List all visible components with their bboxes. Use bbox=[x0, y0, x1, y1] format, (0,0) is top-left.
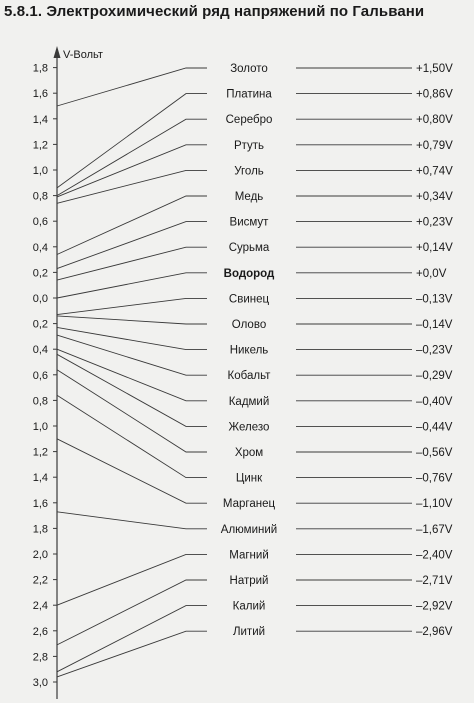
element-name: Олово bbox=[231, 319, 267, 331]
tick-label: 2,6 bbox=[32, 625, 48, 638]
tick-label: 0,8 bbox=[32, 395, 48, 408]
element-value: +1,50V bbox=[416, 63, 453, 75]
element-name: Кобальт bbox=[227, 370, 271, 383]
tick-label: 2,0 bbox=[32, 549, 48, 561]
tick-label: 3,0 bbox=[32, 677, 48, 689]
element-row bbox=[234, 140, 453, 152]
connector-line bbox=[57, 439, 207, 503]
element-name: Платина bbox=[226, 88, 272, 101]
connector-line bbox=[57, 354, 207, 426]
element-value: –0,56V bbox=[416, 447, 453, 459]
element-name: Калий bbox=[232, 600, 266, 613]
element-value: +0,34V bbox=[416, 191, 453, 203]
tick-label: 0,8 bbox=[32, 190, 48, 203]
element-value: +0,0V bbox=[416, 267, 447, 280]
element-name: Никель bbox=[229, 344, 269, 357]
connector-line bbox=[57, 327, 207, 349]
element-row bbox=[230, 575, 453, 587]
element-name: Натрий bbox=[229, 575, 269, 587]
connector-line bbox=[57, 335, 207, 375]
element-row bbox=[234, 165, 453, 177]
connector-line bbox=[57, 298, 207, 314]
element-row bbox=[228, 370, 453, 382]
element-row bbox=[229, 293, 453, 305]
element-name: Магний bbox=[229, 549, 269, 562]
element-name: Серебро bbox=[225, 114, 273, 127]
tick-label: 1,2 bbox=[32, 139, 48, 152]
connector-line bbox=[57, 631, 207, 677]
connector-line bbox=[57, 196, 207, 255]
element-name: Ртуть bbox=[233, 139, 265, 152]
element-name: Свинец bbox=[228, 293, 270, 306]
tick-label: 0,0 bbox=[32, 293, 48, 305]
element-value: –0,40V bbox=[416, 395, 453, 408]
element-row bbox=[230, 217, 454, 229]
element-name: Литий bbox=[232, 626, 266, 639]
element-row bbox=[226, 114, 453, 126]
tick-label: 1,8 bbox=[32, 523, 48, 536]
axis-arrow-icon bbox=[54, 46, 61, 58]
element-name: Марганец bbox=[222, 498, 276, 511]
element-row bbox=[224, 268, 447, 280]
element-rows bbox=[221, 63, 453, 638]
element-row bbox=[233, 601, 453, 613]
tick-label: 1,6 bbox=[32, 497, 48, 510]
element-name: Алюминий bbox=[220, 523, 278, 536]
element-name: Золото bbox=[230, 63, 268, 75]
element-value: –0,13V bbox=[416, 293, 453, 306]
element-row bbox=[230, 63, 453, 75]
element-row bbox=[223, 498, 453, 510]
tick-label: 0,2 bbox=[32, 318, 48, 331]
tick-label: 0,4 bbox=[32, 344, 48, 357]
element-value: –2,71V bbox=[416, 575, 453, 587]
element-row bbox=[230, 345, 453, 357]
element-value: –2,92V bbox=[416, 600, 453, 613]
element-name: Сурьма bbox=[228, 242, 270, 255]
connector-lines bbox=[57, 68, 207, 677]
element-row bbox=[221, 524, 453, 536]
tick-label: 0,2 bbox=[32, 267, 48, 280]
connector-line bbox=[57, 273, 207, 298]
connector-line bbox=[57, 247, 207, 280]
tick-label: 0,4 bbox=[32, 241, 48, 254]
tick-label: 1,4 bbox=[32, 472, 48, 485]
element-name: Висмут bbox=[229, 216, 269, 229]
connector-line bbox=[57, 580, 207, 645]
tick-label: 0,6 bbox=[32, 369, 48, 382]
tick-label: 1,2 bbox=[32, 446, 48, 459]
tick-label: 1,0 bbox=[32, 165, 48, 177]
element-value: –0,29V bbox=[416, 370, 453, 383]
tick-label: 2,2 bbox=[32, 574, 48, 587]
element-name: Цинк bbox=[235, 472, 263, 485]
tick-label: 0,6 bbox=[32, 216, 48, 229]
element-row bbox=[229, 396, 453, 408]
connector-line bbox=[57, 222, 207, 269]
connector-line bbox=[57, 170, 207, 203]
element-row bbox=[229, 549, 453, 561]
element-row bbox=[226, 89, 453, 101]
element-row bbox=[229, 421, 453, 433]
connector-line bbox=[57, 395, 207, 477]
tick-label: 1,4 bbox=[32, 113, 48, 126]
connector-line bbox=[57, 606, 207, 672]
axis-title: V-Вольт bbox=[63, 49, 103, 61]
element-value: –0,23V bbox=[416, 344, 453, 357]
element-value: +0,79V bbox=[416, 139, 453, 152]
element-value: –0,76V bbox=[416, 472, 453, 485]
element-name: Водород bbox=[223, 267, 275, 280]
connector-line bbox=[57, 68, 207, 106]
element-row bbox=[235, 447, 453, 459]
element-row bbox=[236, 473, 453, 485]
element-value: +0,86V bbox=[416, 88, 453, 101]
element-value: –0,44V bbox=[416, 421, 453, 434]
element-name: Хром bbox=[234, 447, 264, 459]
element-value: +0,23V bbox=[416, 216, 453, 229]
connector-line bbox=[57, 554, 207, 605]
page-title: 5.8.1. Электрохимический ряд напряжений по Гальвани bbox=[4, 3, 425, 20]
element-row bbox=[229, 242, 453, 254]
element-name: Кадмий bbox=[228, 395, 270, 408]
element-name: Медь bbox=[234, 191, 264, 203]
tick-label: 2,8 bbox=[32, 651, 48, 664]
element-name: Уголь bbox=[234, 165, 264, 178]
element-value: –0,14V bbox=[416, 319, 453, 331]
tick-label: 2,4 bbox=[32, 600, 48, 613]
element-row bbox=[235, 191, 453, 203]
axis-ticks bbox=[33, 63, 57, 689]
element-value: –1,10V bbox=[416, 498, 453, 511]
connector-line bbox=[57, 316, 207, 324]
tick-label: 1,0 bbox=[32, 421, 48, 433]
element-value: +0,74V bbox=[416, 165, 453, 178]
element-value: –2,40V bbox=[416, 549, 453, 562]
element-value: +0,80V bbox=[416, 114, 453, 127]
element-name: Железо bbox=[228, 421, 270, 434]
tick-label: 1,8 bbox=[32, 62, 48, 75]
connector-line bbox=[57, 94, 207, 188]
tick-label: 1,6 bbox=[32, 88, 48, 101]
connector-line bbox=[57, 370, 207, 452]
element-value: +0,14V bbox=[416, 242, 453, 255]
element-row bbox=[232, 319, 453, 331]
connector-line bbox=[57, 512, 207, 529]
element-value: –1,67V bbox=[416, 523, 453, 536]
element-row bbox=[233, 626, 453, 638]
element-value: –2,96V bbox=[416, 626, 453, 639]
